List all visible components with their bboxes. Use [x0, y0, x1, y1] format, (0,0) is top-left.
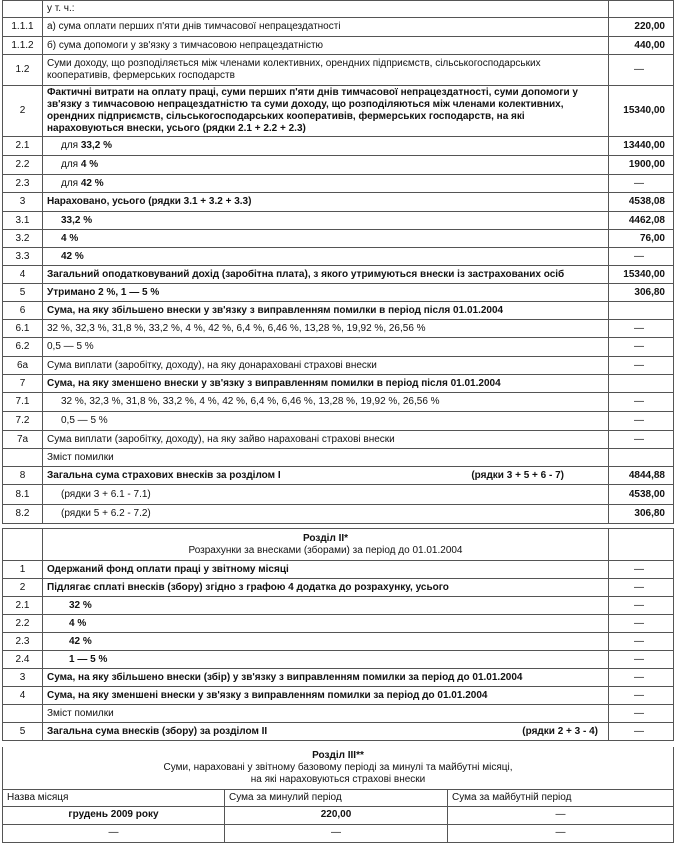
table-row: [3, 156, 674, 175]
row-value: —: [609, 338, 674, 357]
row-desc-prefix: для: [61, 140, 81, 151]
row-num: 7а: [3, 431, 43, 449]
table-row: [3, 193, 674, 212]
table-row: [3, 723, 674, 741]
future-cell: —: [448, 806, 674, 824]
section2-header-spacer: [3, 529, 43, 561]
row-num: 8: [3, 467, 43, 485]
table-row: [3, 55, 674, 86]
table-row: [3, 393, 674, 412]
table-row: [3, 320, 674, 338]
table-row: [3, 561, 674, 579]
row-value: —: [609, 393, 674, 412]
table-row: [3, 86, 674, 137]
future-cell: —: [448, 824, 674, 842]
row-value: 4844,88: [609, 467, 674, 485]
row-num: [3, 705, 43, 723]
row-desc: Загальний оподатковуваний дохід (заробітна плата), з якого утримуються внески із застрахованих осіб: [43, 266, 609, 284]
row-value: —: [609, 579, 674, 597]
row-value: —: [609, 561, 674, 579]
section3-header: [3, 747, 674, 789]
top-value: [609, 1, 674, 18]
row-num: 3.2: [3, 230, 43, 248]
row-desc: 32 %, 32,3 %, 31,8 %, 33,2 %, 4 %, 42 %, 6,4 %, 6,46 %, 13,28 %, 19,92 %, 26,56 %: [43, 320, 609, 338]
row-num: 6а: [3, 357, 43, 375]
row-value: —: [609, 248, 674, 266]
row-num: 4: [3, 687, 43, 705]
row-num: 7: [3, 375, 43, 393]
table-row: [3, 18, 674, 37]
month-cell: —: [3, 824, 225, 842]
row-desc-formula: (рядки 3 + 5 + 6 - 7): [471, 469, 564, 481]
row-value: —: [609, 597, 674, 615]
row-value: —: [609, 175, 674, 193]
row-value: —: [609, 320, 674, 338]
row-desc: (рядки 5 + 6.2 - 7.2): [43, 505, 609, 524]
table-row: [3, 302, 674, 320]
table-row: [3, 248, 674, 266]
row-num: 2.2: [3, 156, 43, 175]
top-num: [3, 1, 43, 18]
row-num: 3: [3, 193, 43, 212]
col-header-month: Назва місяця: [3, 789, 225, 806]
row-desc: Сума, на яку зменшені внески у зв'язку з виправленням помилки за період до 01.01.2004: [43, 687, 609, 705]
row-desc: а) сума оплати перших п'яти днів тимчасової непрацездатності: [43, 18, 609, 37]
row-value: —: [609, 55, 674, 86]
row-value: 76,00: [609, 230, 674, 248]
past-cell: —: [225, 824, 448, 842]
row-desc: Одержаний фонд оплати праці у звітному місяці: [43, 561, 609, 579]
row-value: 4462,08: [609, 212, 674, 230]
row-value: —: [609, 357, 674, 375]
row-desc: Зміст помилки: [43, 449, 609, 467]
col-header-past: Сума за минулий період: [225, 789, 448, 806]
row-num: 5: [3, 284, 43, 302]
row-num: 8.1: [3, 485, 43, 505]
row-desc: [43, 723, 609, 741]
section2-header-value: [609, 529, 674, 561]
row-desc: 0,5 — 5 %: [43, 412, 609, 431]
table-row: [3, 687, 674, 705]
row-desc: Зміст помилки: [43, 705, 609, 723]
row-num: 6.2: [3, 338, 43, 357]
row-desc: [43, 175, 609, 193]
row-value: [609, 449, 674, 467]
row-value: 306,80: [609, 505, 674, 524]
row-desc: 32 %, 32,3 %, 31,8 %, 33,2 %, 4 %, 42 %, 6,4 %, 6,46 %, 13,28 %, 19,92 %, 26,56 %: [43, 393, 609, 412]
table-row: [3, 230, 674, 248]
table-row: [3, 449, 674, 467]
row-num: 3.3: [3, 248, 43, 266]
table-row: [3, 357, 674, 375]
row-desc: 1 — 5 %: [43, 651, 609, 669]
row-num: 5: [3, 723, 43, 741]
row-desc-formula: (рядки 2 + 3 - 4): [522, 725, 598, 737]
table-row: [3, 705, 674, 723]
table-row: [3, 338, 674, 357]
row-desc: [43, 137, 609, 156]
row-num: 6.1: [3, 320, 43, 338]
section2-header: [43, 529, 609, 561]
row-num: 7.2: [3, 412, 43, 431]
past-cell: 220,00: [225, 806, 448, 824]
table-row: [3, 212, 674, 230]
month-cell: грудень 2009 року: [3, 806, 225, 824]
row-desc: [43, 156, 609, 175]
row-value: [609, 375, 674, 393]
row-desc-text: 33,2 %: [80, 140, 113, 151]
row-desc: Нараховано, усього (рядки 3.1 + 3.2 + 3.3): [43, 193, 609, 212]
row-desc: 42 %: [43, 633, 609, 651]
row-desc: Сума виплати (заробітку, доходу), на яку донараховані страхові внески: [43, 357, 609, 375]
table-row: [3, 485, 674, 505]
row-value: —: [609, 705, 674, 723]
row-value: —: [609, 633, 674, 651]
row-desc-prefix: для: [61, 159, 81, 170]
table-row: [3, 615, 674, 633]
row-num: 6: [3, 302, 43, 320]
table-row: [3, 266, 674, 284]
section2-table: [2, 528, 674, 741]
row-desc-text: Загальна сума внесків (збору) за розділом II: [47, 725, 268, 737]
table-row: [3, 651, 674, 669]
row-desc-prefix: для: [61, 177, 81, 189]
section3-table: [2, 747, 674, 843]
row-num: 8.2: [3, 505, 43, 524]
row-value: —: [609, 615, 674, 633]
row-num: 2.4: [3, 651, 43, 669]
row-value: 4538,08: [609, 193, 674, 212]
row-num: 1: [3, 561, 43, 579]
row-num: 1.2: [3, 55, 43, 86]
section1-table: [2, 0, 674, 524]
row-value: 15340,00: [609, 266, 674, 284]
row-value: 15340,00: [609, 86, 674, 137]
table-row: [3, 669, 674, 687]
row-num: 2.3: [3, 175, 43, 193]
row-num: 2.2: [3, 615, 43, 633]
row-desc: Фактичні витрати на оплату праці, суми перших п'яти днів тимчасової непрацездатності, суми допомоги у зв'язку з тимчасовою непрацездатністю та суми доходу, що розподіляються між членами колективних, орендних підприємств, сільськогосподарських кооперативів, фермерських господарств, на які нараховуються внески, усього (рядки 2.1 + 2.2 + 2.3): [43, 86, 609, 137]
table-row: [3, 375, 674, 393]
row-desc: 42 %: [43, 248, 609, 266]
row-num: [3, 449, 43, 467]
row-value: —: [609, 687, 674, 705]
row-desc: 32 %: [43, 597, 609, 615]
top-label: у т. ч.:: [43, 1, 609, 18]
row-value: 4538,00: [609, 485, 674, 505]
row-desc-text: Загальна сума страхових внесків за розділом І: [47, 469, 281, 481]
row-value: —: [609, 431, 674, 449]
row-num: 1.1.1: [3, 18, 43, 37]
table-row: [3, 597, 674, 615]
row-num: 2.3: [3, 633, 43, 651]
row-value: 13440,00: [609, 137, 674, 156]
row-desc: Сума, на яку зменшено внески у зв'язку з виправленням помилки в період після 01.01.2004: [43, 375, 609, 393]
table-row: [3, 431, 674, 449]
table-row: [3, 412, 674, 431]
table-row: [3, 137, 674, 156]
row-num: 2: [3, 579, 43, 597]
row-value: —: [609, 669, 674, 687]
row-desc: Суми доходу, що розподіляється між членами колективних, орендних підприємств, сільськогосподарських кооперативів, фермерських господарств: [43, 55, 609, 86]
row-desc: 4 %: [43, 615, 609, 633]
row-num: 3: [3, 669, 43, 687]
row-num: 4: [3, 266, 43, 284]
row-value: —: [609, 412, 674, 431]
row-desc: 4 %: [43, 230, 609, 248]
table-row: [3, 579, 674, 597]
table-row: [3, 633, 674, 651]
row-desc: Сума, на яку збільшено внески (збір) у зв'язку з виправленням помилки за період до 01.01.2004: [43, 669, 609, 687]
row-num: 2.1: [3, 597, 43, 615]
row-desc: (рядки 3 + 6.1 - 7.1): [43, 485, 609, 505]
row-num: 1.1.2: [3, 37, 43, 55]
row-desc: [43, 467, 609, 485]
row-value: 440,00: [609, 37, 674, 55]
section2-title: Розділ II*: [302, 532, 349, 544]
table-row: [3, 37, 674, 55]
row-value: [609, 302, 674, 320]
row-num: 2.1: [3, 137, 43, 156]
row-desc: 0,5 — 5 %: [43, 338, 609, 357]
row-desc: Сума, на яку збільшено внески у зв'язку з виправленням помилки в період після 01.01.2004: [43, 302, 609, 320]
table-row: [3, 284, 674, 302]
col-header-future: Сума за майбутній період: [448, 789, 674, 806]
row-value: —: [609, 651, 674, 669]
row-desc: Сума виплати (заробітку, доходу), на яку зайво нараховані страхові внески: [43, 431, 609, 449]
row-value: —: [609, 723, 674, 741]
row-desc: 33,2 %: [43, 212, 609, 230]
row-desc-text: 4 %: [80, 159, 99, 170]
row-num: 7.1: [3, 393, 43, 412]
section2-subtitle: Розрахунки за внесками (зборами) за період до 01.01.2004: [188, 544, 463, 556]
section3-subtitle-1: Суми, нараховані у звітному базовому періоді за минулі та майбутні місяці,: [163, 761, 513, 773]
table-row: [3, 467, 674, 485]
section3-subtitle-2: на які нараховуються страхові внески: [250, 773, 426, 785]
section3-title: Розділ III**: [312, 749, 364, 761]
table-row: [3, 175, 674, 193]
row-desc: б) сума допомоги у зв'язку з тимчасовою непрацездатністю: [43, 37, 609, 55]
row-desc-text: 42 %: [80, 177, 104, 189]
row-num: 3.1: [3, 212, 43, 230]
table-row: [3, 505, 674, 524]
row-desc: Утримано 2 %, 1 — 5 %: [43, 284, 609, 302]
row-value: 220,00: [609, 18, 674, 37]
row-desc: Підлягає сплаті внесків (збору) згідно з графою 4 додатка до розрахунку, усього: [43, 579, 609, 597]
row-num: 2: [3, 86, 43, 137]
row-value: 306,80: [609, 284, 674, 302]
row-value: 1900,00: [609, 156, 674, 175]
